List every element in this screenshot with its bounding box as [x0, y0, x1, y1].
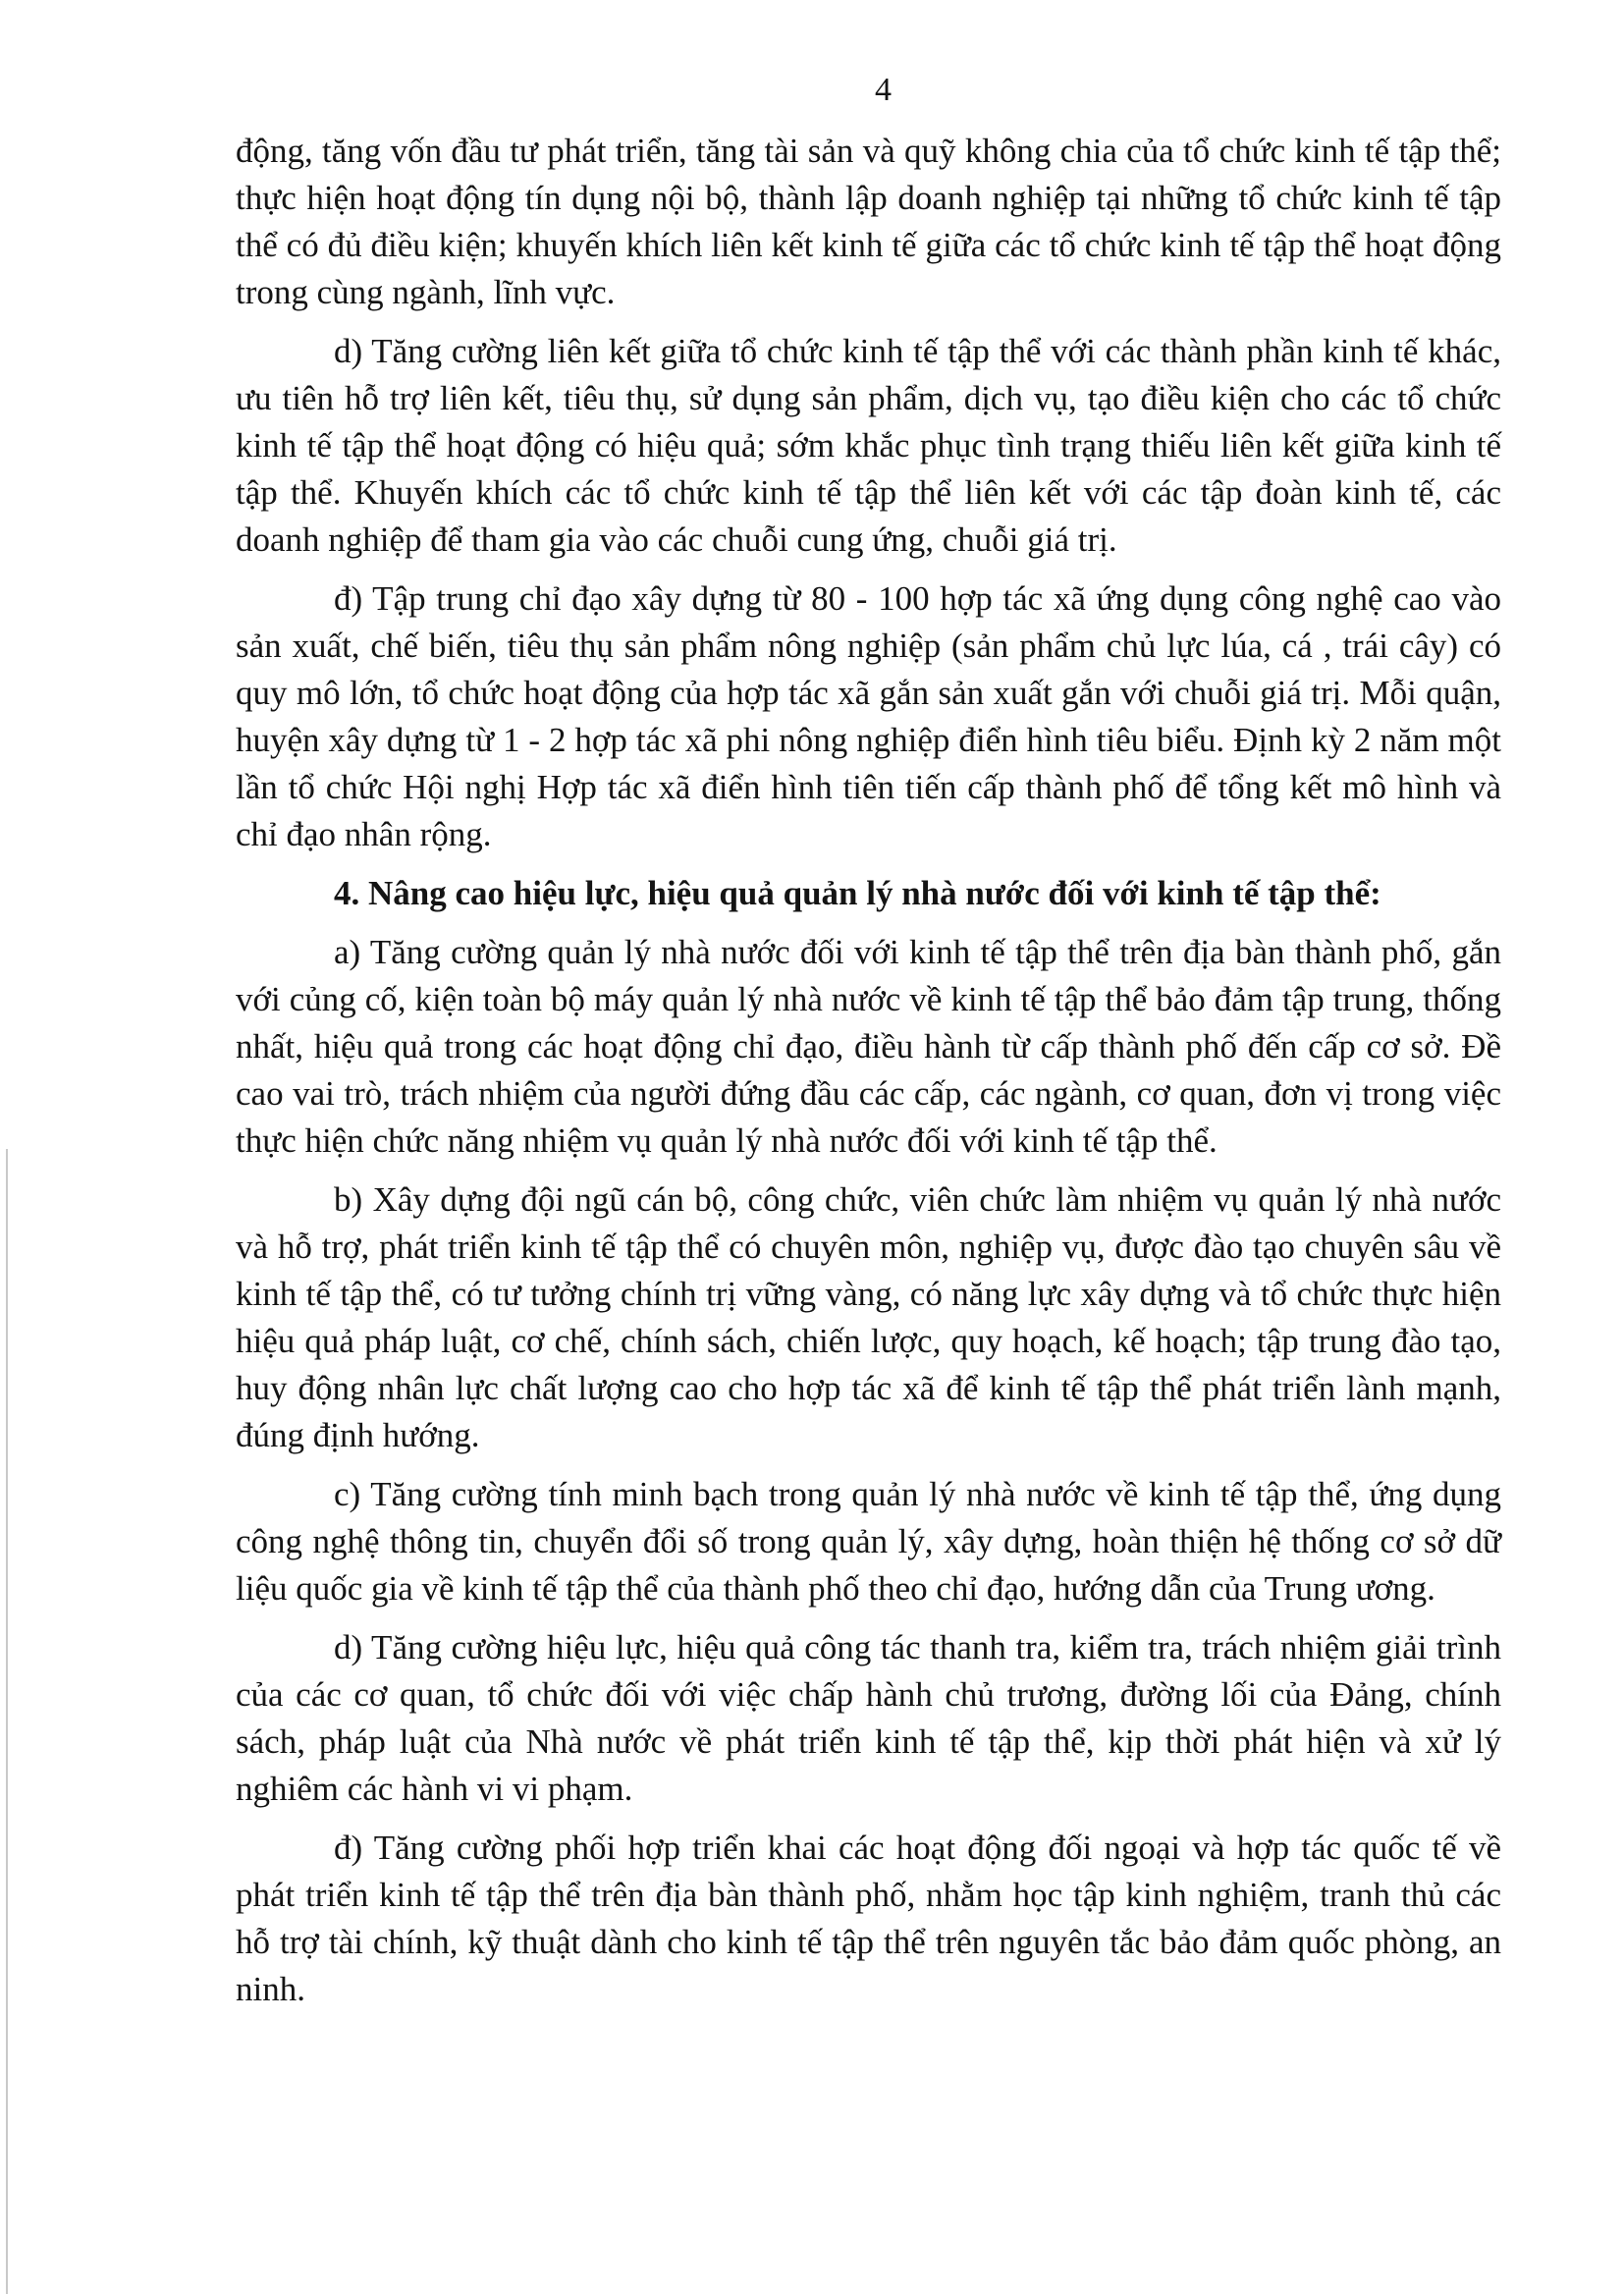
paragraph-item-b-staff: b) Xây dựng đội ngũ cán bộ, công chức, viên chức làm nhiệm vụ quản lý nhà nước và hỗ trợ, phát triển kinh tế tập thể có chuyên môn, nghiệp vụ, được đào tạo chuyên sâu về kinh tế tập thể, có tư tưởng chính trị vững vàng, có năng lực xây dựng và tổ chức thực hiện hiệu quả pháp luật, cơ chế, chính sách, chiến lược, quy hoạch, kế hoạch; tập trung đào tạo, huy động nhân lực chất lượng cao cho hợp tác xã để kinh tế tập thể phát triển lành mạnh, đúng định hướng. — [236, 1180, 1501, 1454]
paragraph-item-d-inspection: d) Tăng cường hiệu lực, hiệu quả công tác thanh tra, kiểm tra, trách nhiệm giải trình của các cơ quan, tổ chức đối với việc chấp hành chủ trương, đường lối của Đảng, chính sách, pháp luật của Nhà nước về phát triển kinh tế tập thể, kịp thời phát hiện và xử lý nghiêm các hành vi vi phạm. — [236, 1628, 1501, 1808]
paragraph-item-dd-international: đ) Tăng cường phối hợp triển khai các hoạt động đối ngoại và hợp tác quốc tế về phát triển kinh tế tập thể trên địa bàn thành phố, nhằm học tập kinh nghiệm, tranh thủ các hỗ trợ tài chính, kỹ thuật dành cho kinh tế tập thể trên nguyên tắc bảo đảm quốc phòng, an ninh. — [236, 1829, 1501, 2008]
paragraph-item-c-transparency: c) Tăng cường tính minh bạch trong quản lý nhà nước về kinh tế tập thể, ứng dụng công nghệ thông tin, chuyển đổi số trong quản lý, xây dựng, hoàn thiện hệ thống cơ sở dữ liệu quốc gia về kinh tế tập thể của thành phố theo chỉ đạo, hướng dẫn của Trung ương. — [236, 1475, 1501, 1608]
paragraph-item-d-linkage: d) Tăng cường liên kết giữa tổ chức kinh tế tập thể với các thành phần kinh tế khác, ưu tiên hỗ trợ liên kết, tiêu thụ, sử dụng sản phẩm, dịch vụ, tạo điều kiện cho các tổ chức kinh tế tập thể hoạt động có hiệu quả; sớm khắc phục tình trạng thiếu liên kết giữa kinh tế tập thể. Khuyến khích các tổ chức kinh tế tập thể liên kết với các tập đoàn kinh tế, các doanh nghiệp để tham gia vào các chuỗi cung ứng, chuỗi giá trị. — [236, 332, 1501, 559]
paragraph-item-dd-hightech-coop: đ) Tập trung chỉ đạo xây dựng từ 80 - 100 hợp tác xã ứng dụng công nghệ cao vào sản xuất, chế biến, tiêu thụ sản phẩm nông nghiệp (sản phẩm chủ lực lúa, cá , trái cây) có quy mô lớn, tổ chức hoạt động của hợp tác xã gắn sản xuất gắn với chuỗi giá trị. Mỗi quận, huyện xây dựng từ 1 - 2 hợp tác xã phi nông nghiệp điển hình tiêu biểu. Định kỳ 2 năm một lần tổ chức Hội nghị Hợp tác xã điển hình tiên tiến cấp thành phố để tổng kết mô hình và chỉ đạo nhân rộng. — [236, 579, 1501, 853]
paragraph-continuation: động, tăng vốn đầu tư phát triển, tăng tài sản và quỹ không chia của tổ chức kinh tế tập thể; thực hiện hoạt động tín dụng nội bộ, thành lập doanh nghiệp tại những tổ chức kinh tế tập thể có đủ điều kiện; khuyến khích liên kết kinh tế giữa các tổ chức kinh tế tập thể hoạt động trong cùng ngành, lĩnh vực. — [236, 132, 1501, 311]
paragraph-item-a-state-management: a) Tăng cường quản lý nhà nước đối với kinh tế tập thể trên địa bàn thành phố, gắn với củng cố, kiện toàn bộ máy quản lý nhà nước về kinh tế tập thể bảo đảm tập trung, thống nhất, hiệu quả trong các hoạt động chỉ đạo, điều hành từ cấp thành phố đến cấp cơ sở. Đề cao vai trò, trách nhiệm của người đứng đầu các cấp, các ngành, cơ quan, đơn vị trong việc thực hiện chức năng nhiệm vụ quản lý nhà nước đối với kinh tế tập thể. — [236, 933, 1501, 1160]
section-heading-4: 4. Nâng cao hiệu lực, hiệu quả quản lý nhà nước đối với kinh tế tập thể: — [334, 874, 1381, 912]
page-number: 4 — [875, 72, 892, 108]
scan-edge-line — [6, 1149, 8, 2294]
